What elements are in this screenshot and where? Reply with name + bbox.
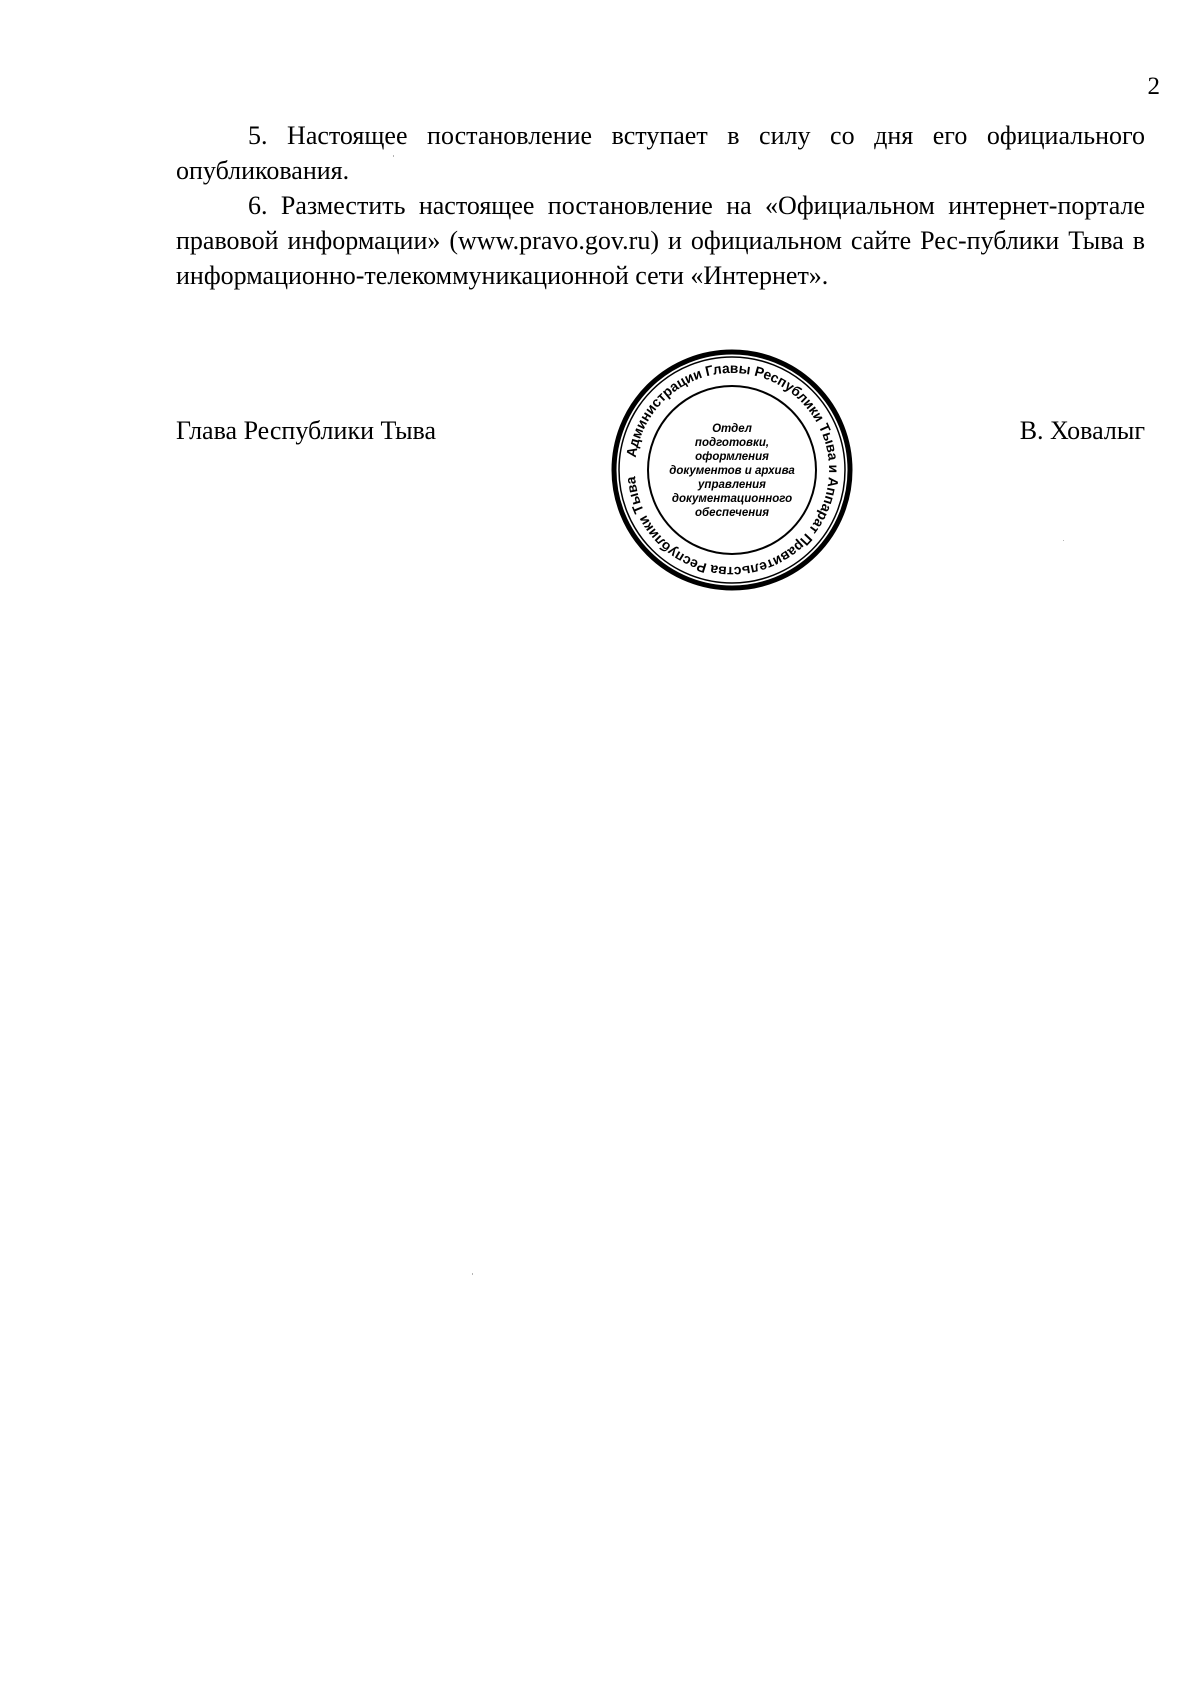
seal-center-text [669,423,795,519]
seal-ring-text: Администрации Главы Республики Тыва и Аппарат Правительства Республики Тыва [622,359,843,581]
official-seal-stamp [610,348,854,592]
document-body [176,118,1145,293]
scan-speck [393,155,394,157]
paragraph-5: 5. Настоящее постановление вступает в силу со дня его официального опубликования. [176,121,1145,185]
seal-center-line: документов и архива [669,465,795,477]
signatory-name: В. Ховалыг [1019,416,1145,445]
seal-center-line: Отдел [712,423,752,435]
signatory-title: Глава Республики Тыва [176,416,437,445]
seal-center-line: документационного [671,493,793,505]
paragraph-6: 6. Разместить настоящее постановление на «Официальном интернет-портале правовой информации» (www.pravo.gov.ru) и официальном сайте Рес-публики Тыва в информационно-телекоммуникационной сети «Интернет». [176,191,1145,290]
seal-graphic [610,348,854,592]
seal-center-line: обеспечения [694,507,770,519]
scan-speck [1063,540,1064,541]
seal-center-line: управления [698,479,766,491]
seal-center-line: оформления [695,451,769,463]
scan-speck [472,1273,473,1275]
seal-center-line: подготовки, [694,437,770,449]
page-number: 2 [1147,73,1160,100]
